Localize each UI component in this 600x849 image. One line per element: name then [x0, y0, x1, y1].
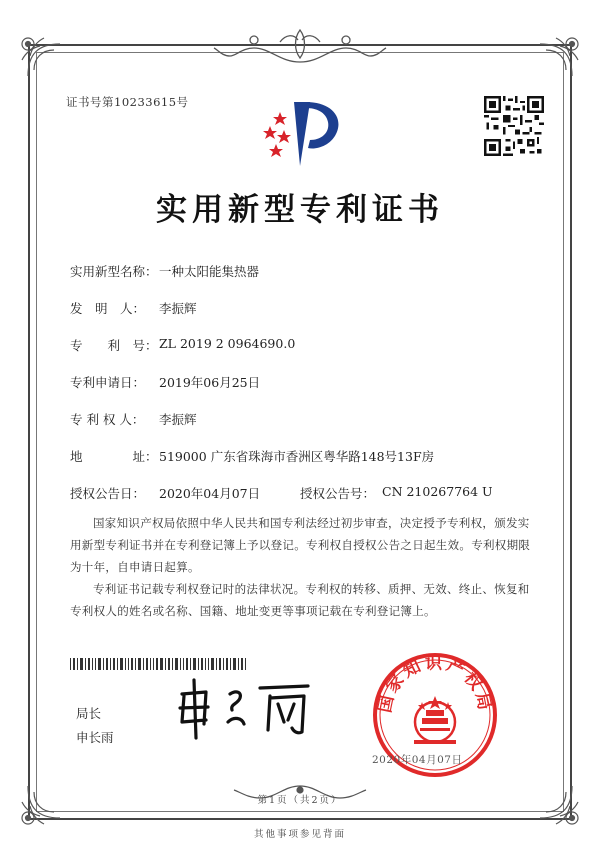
field-label-application-date: 专利申请日： — [70, 375, 146, 390]
qr-code-icon — [484, 96, 544, 156]
field-value-utility-model-name: 一种太阳能集热器 — [159, 264, 260, 279]
signatory-title: 局长 — [76, 706, 102, 721]
field-value-patentee: 李振辉 — [159, 412, 197, 427]
field-value-address: 519000 广东省珠海市香洲区粤华路148号13F房 — [159, 449, 435, 464]
handwritten-signature — [170, 672, 320, 742]
seal-text: 国家知识产权局 — [375, 653, 495, 715]
page-indicator: 第1页（共2页） — [257, 795, 343, 806]
announcement-label: 授权公告号： — [300, 486, 376, 501]
certificate-number: 证书号第10233615号 — [66, 95, 189, 109]
field-value-patent-number: ZL 2019 2 0964690.0 — [159, 336, 296, 351]
field-label-inventor: 发 明 人： — [70, 301, 146, 316]
announcement-number: CN 210267764 U — [382, 484, 493, 499]
signatory-name: 申长雨 — [76, 730, 114, 745]
body-paragraph-2: 专利证书记载专利权登记时的法律状况。专利权的转移、质押、无效、终止、恢复和专利权人的姓名或名称、国籍、地址变更等事项记载在专利登记簿上。 — [70, 582, 530, 618]
field-value-grant-date: 2020年04月07日 — [159, 486, 261, 501]
field-value-application-date: 2019年06月25日 — [159, 375, 261, 390]
field-label-patentee: 专 利 权 人： — [70, 412, 145, 427]
body-paragraph-1: 国家知识产权局依照中华人民共和国专利法经过初步审查，决定授予专利权，颁发实用新型专利证书并在专利登记簿上予以登记。专利权自授权公告之日起生效。专利权期限为十年，自申请日起算。 — [70, 516, 531, 574]
corner-ornament-top-left — [14, 30, 74, 90]
seal-date: 2020年04月07日 — [372, 754, 463, 766]
field-label-address: 地 址： — [70, 449, 158, 464]
field-label-utility-model-name: 实用新型名称： — [70, 264, 158, 279]
corner-ornament-top-right — [526, 30, 586, 90]
top-ornament — [210, 22, 390, 70]
footer-note: 其他事项参见背面 — [253, 829, 346, 840]
field-value-inventor: 李振辉 — [159, 301, 197, 316]
barcode-icon — [70, 658, 246, 670]
certificate-title: 实用新型专利证书 — [156, 192, 444, 228]
field-label-grant-date: 授权公告日： — [70, 486, 146, 501]
cnipa-logo-icon — [250, 88, 350, 168]
field-label-patent-number: 专 利 号： — [70, 338, 158, 353]
